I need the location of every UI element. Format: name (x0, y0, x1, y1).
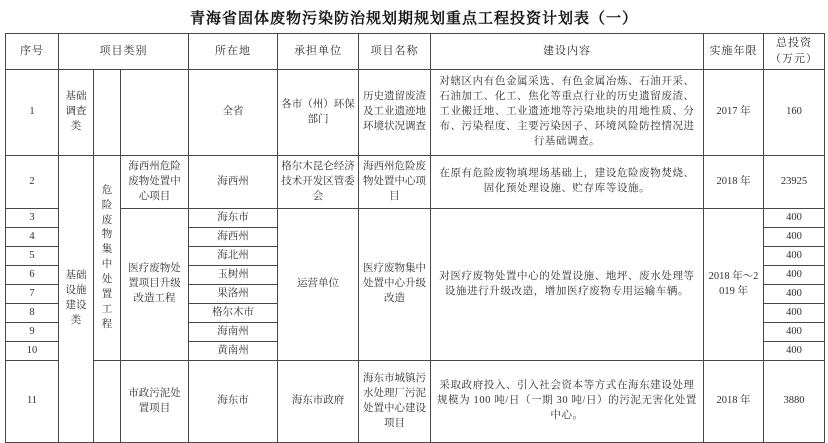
cell-investment: 160 (764, 70, 825, 156)
header-investment-line1: 总投资 (776, 37, 812, 49)
cell-seq: 7 (6, 285, 59, 304)
cell-category3-medical: 医疗废物处置项目升级改造工程 (121, 209, 189, 361)
cell-investment: 400 (764, 342, 825, 361)
cell-content: 对辖区内有色金属采选、有色金属冶炼、石油开采、石油加工、化工、焦化等重点行业的历史遗留废渣、工业搬迁地、工业遗迹地等污染地块的用地性质、分布、污染程度、主要污染因子、环境风险防控情况进行基础调查。 (431, 70, 704, 156)
table-row-1 (6, 70, 825, 156)
header-investment (764, 34, 825, 70)
investment-plan-table (5, 33, 825, 443)
cell-category3-empty (121, 70, 189, 156)
header-years: 实施年限 (704, 34, 764, 70)
cell-investment: 400 (764, 266, 825, 285)
cell-investment: 400 (764, 285, 825, 304)
cell-location: 黄南州 (189, 342, 278, 361)
cell-category1-infrastructure: 基础设施建设类 (59, 156, 94, 443)
cell-investment: 400 (764, 228, 825, 247)
cell-location: 海南州 (189, 323, 278, 342)
header-unit: 承担单位 (278, 34, 359, 70)
cell-location: 全省 (189, 70, 278, 156)
header-location: 所在地 (189, 34, 278, 70)
cell-location: 玉树州 (189, 266, 278, 285)
cell-location: 海北州 (189, 247, 278, 266)
cell-investment: 400 (764, 304, 825, 323)
cell-investment: 23925 (764, 156, 825, 209)
cell-location: 海西州 (189, 156, 278, 209)
header-category: 项目类别 (59, 34, 189, 70)
cell-unit: 海东市政府 (278, 361, 359, 443)
cell-years: 2017 年 (704, 70, 764, 156)
cell-seq: 8 (6, 304, 59, 323)
table-row-11 (6, 361, 825, 443)
cell-category3: 市政污泥处置项目 (121, 361, 189, 443)
cell-project-name: 海西州危险废物处置中心项目 (359, 156, 431, 209)
cell-investment: 400 (764, 247, 825, 266)
header-seq: 序号 (6, 34, 59, 70)
cell-seq: 11 (6, 361, 59, 443)
table-header-row (6, 34, 825, 70)
header-content: 建设内容 (431, 34, 704, 70)
cell-seq: 5 (6, 247, 59, 266)
cell-investment: 3880 (764, 361, 825, 443)
cell-category2-empty (94, 361, 121, 443)
cell-unit: 各市（州）环保部门 (278, 70, 359, 156)
cell-seq: 2 (6, 156, 59, 209)
cell-unit: 格尔木昆仑经济技术开发区管委会 (278, 156, 359, 209)
cell-location: 海西州 (189, 228, 278, 247)
cell-content: 在原有危险废物填埋场基础上，建设危险废物焚烧、固化预处理设施、贮存库等设施。 (431, 156, 704, 209)
cell-project-name: 海东市城镇污水处理厂污泥处置中心建设项目 (359, 361, 431, 443)
cell-years: 2018 年 (704, 361, 764, 443)
cell-content-medical: 对医疗废物处置中心的处置设施、地坪、废水处理等设施进行升级改造，增加医疗废物专用运输车辆。 (431, 209, 704, 361)
table-row-2 (6, 156, 825, 209)
cell-location: 海东市 (189, 209, 278, 228)
header-investment-line2: （万元） (770, 52, 818, 65)
cell-location: 海东市 (189, 361, 278, 443)
cell-category2-empty (94, 70, 121, 156)
cell-unit-operator: 运营单位 (278, 209, 359, 361)
cell-seq: 4 (6, 228, 59, 247)
page-title: 青海省固体废物污染防治规划期规划重点工程投资计划表（一） (189, 11, 638, 27)
cell-project-name: 历史遗留废渣及工业遗迹地环境状况调查 (359, 70, 431, 156)
cell-seq: 10 (6, 342, 59, 361)
cell-project-name-medical: 医疗废物集中处置中心升级改造 (359, 209, 431, 361)
cell-years-medical: 2018 年～2019 年 (704, 209, 764, 361)
table-row-3 (6, 209, 825, 228)
cell-investment: 400 (764, 323, 825, 342)
cell-location: 格尔木市 (189, 304, 278, 323)
cell-seq: 1 (6, 70, 59, 156)
header-project-name: 项目名称 (359, 34, 431, 70)
cell-seq: 9 (6, 323, 59, 342)
cell-category2-hazardous: 危险废物集中处置工程 (94, 156, 121, 361)
cell-location: 果洛州 (189, 285, 278, 304)
cell-category1: 基础调查类 (59, 70, 94, 156)
cell-seq: 3 (6, 209, 59, 228)
cell-category3: 海西州危险废物处置中心项目 (121, 156, 189, 209)
cell-seq: 6 (6, 266, 59, 285)
cell-investment: 400 (764, 209, 825, 228)
cell-years: 2018 年 (704, 156, 764, 209)
cell-content: 采取政府投入、引入社会资本等方式在海东建设处理规模为 100 吨/日（一期 30 吨/日）的污泥无害化处置中心。 (431, 361, 704, 443)
